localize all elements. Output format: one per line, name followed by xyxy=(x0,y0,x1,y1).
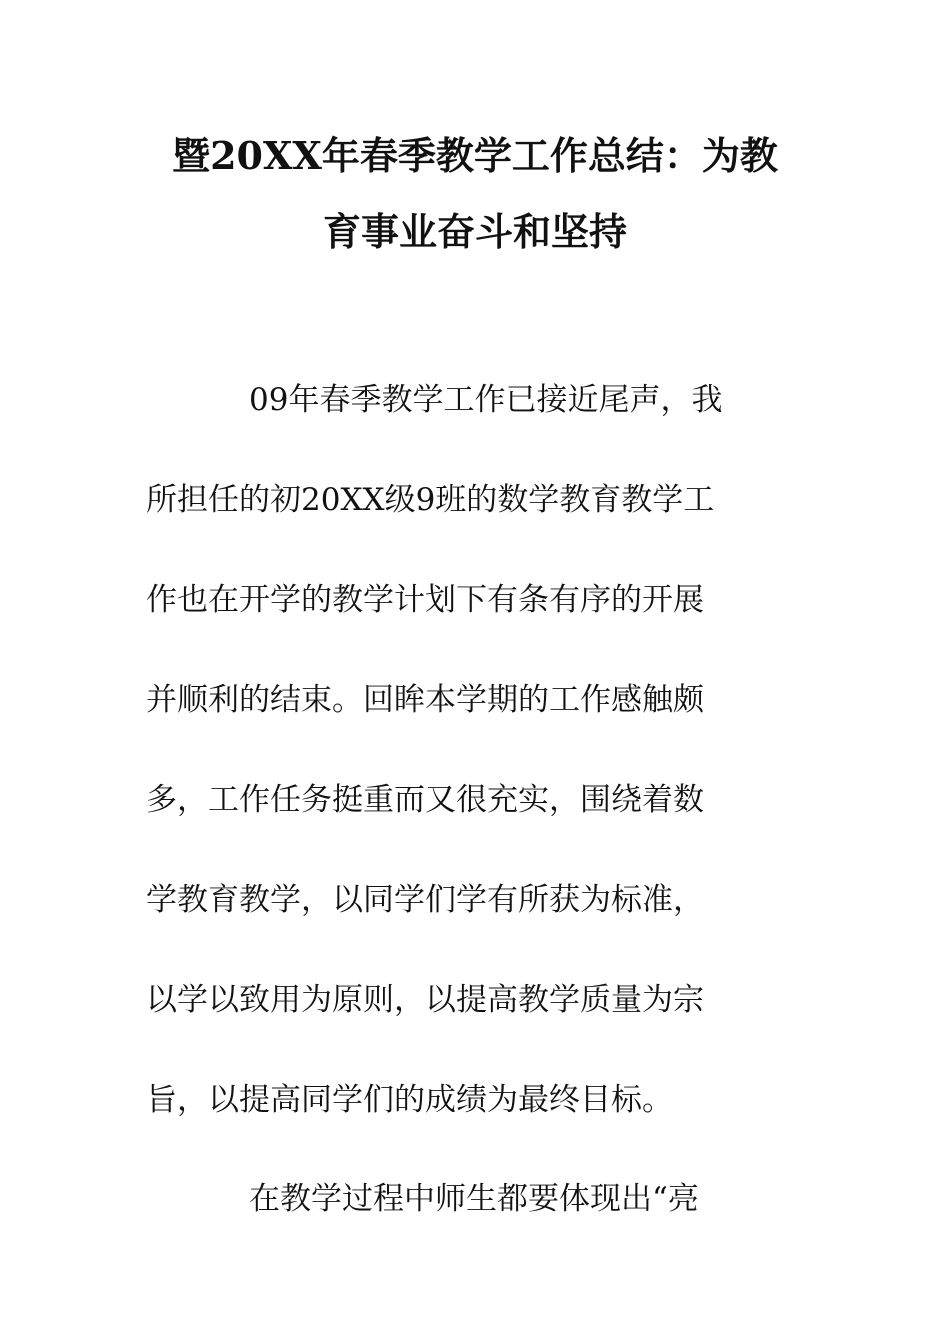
paragraph-line: 以学以致用为原则，以提高教学质量为宗 xyxy=(146,982,704,1018)
title-line: 育事业奋斗和坚持 xyxy=(322,209,627,254)
body-paragraph xyxy=(146,1149,796,1249)
paragraph-line: 在教学过程中师生都要体现出“亮 xyxy=(249,1181,699,1217)
paragraph-line: 作也在开学的教学计划下有条有序的开展 xyxy=(146,582,704,618)
paragraph-line: 所担任的初20XX级9班的数学教育教学工 xyxy=(146,482,715,518)
paragraph-line: 学教育教学，以同学们学有所获为标准， xyxy=(146,882,704,918)
paragraph-line: 旨，以提高同学们的成绩为最终目标。 xyxy=(146,1082,673,1118)
document-title xyxy=(120,118,830,270)
paragraph-line: 09年春季教学工作已接近尾声，我 xyxy=(249,382,723,418)
paragraph-line: 多，工作任务挺重而又很充实，围绕着数 xyxy=(146,782,704,818)
title-line: 暨20XX年春季教学工作总结：为教 xyxy=(172,133,778,178)
paragraph-line: 并顺利的结束。回眸本学期的工作感触颇 xyxy=(146,682,704,718)
body-paragraph xyxy=(146,350,796,1150)
